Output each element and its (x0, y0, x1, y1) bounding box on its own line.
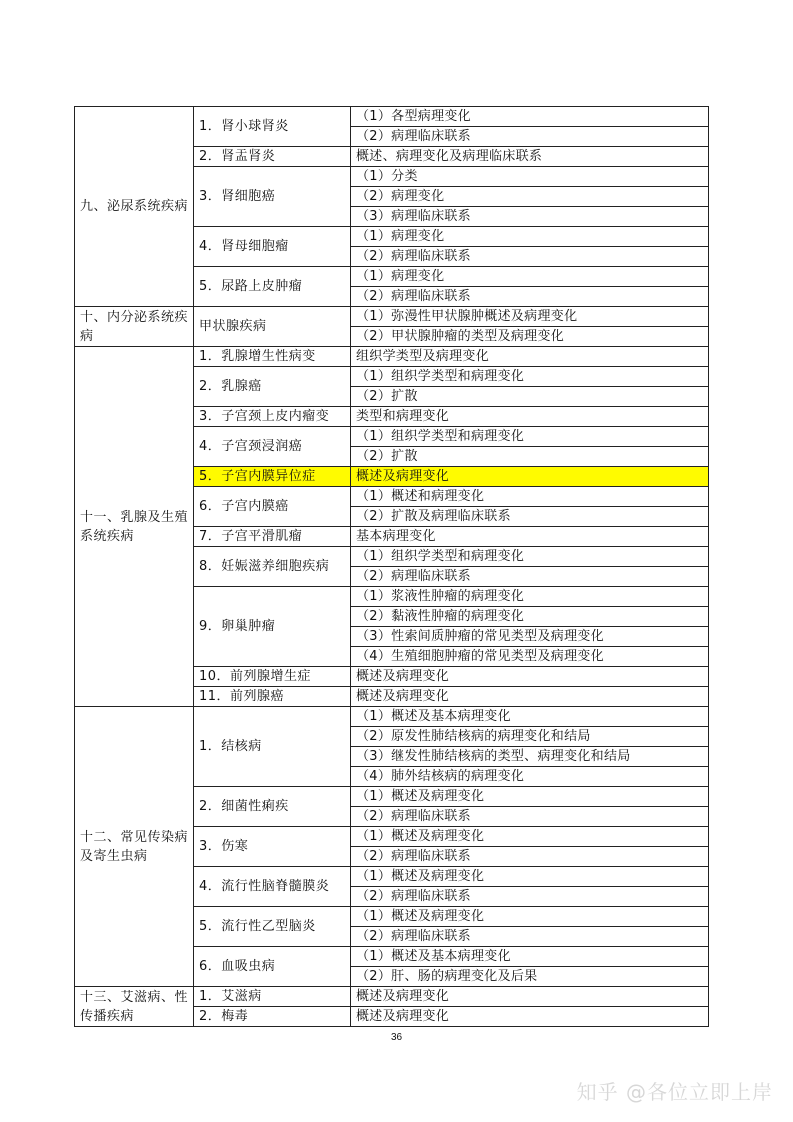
topic-cell: 1．艾滋病 (194, 987, 351, 1007)
requirement-cell: 概述及病理变化 (351, 987, 709, 1007)
requirement-cell: （2）病理临床联系 (351, 807, 709, 827)
requirement-cell: （2）病理变化 (351, 187, 709, 207)
requirement-cell: （2）肝、肠的病理变化及后果 (351, 967, 709, 987)
table-row (75, 107, 709, 127)
topic-cell: 3．子宫颈上皮内瘤变 (194, 407, 351, 427)
category-cell: 十三、艾滋病、性传播疾病 (75, 987, 194, 1027)
requirement-cell: （2）病理临床联系 (351, 927, 709, 947)
topic-cell: 2．乳腺癌 (194, 367, 351, 407)
topic-cell: 3．肾细胞癌 (194, 167, 351, 227)
requirement-cell: （2）病理临床联系 (351, 567, 709, 587)
syllabus-table-body (75, 107, 709, 1027)
requirement-cell: （4）生殖细胞肿瘤的常见类型及病理变化 (351, 647, 709, 667)
topic-cell: 1．乳腺增生性病变 (194, 347, 351, 367)
table-row (75, 707, 709, 727)
topic-cell: 4．子宫颈浸润癌 (194, 427, 351, 467)
requirement-cell: 概述及病理变化 (351, 1007, 709, 1027)
requirement-cell: （1）组织学类型和病理变化 (351, 547, 709, 567)
requirement-cell: （1）浆液性肿瘤的病理变化 (351, 587, 709, 607)
topic-cell: 甲状腺疾病 (194, 307, 351, 347)
topic-cell: 4．流行性脑脊髓膜炎 (194, 867, 351, 907)
requirement-cell: （2）扩散 (351, 447, 709, 467)
requirement-cell: 概述、病理变化及病理临床联系 (351, 147, 709, 167)
category-cell: 十二、常见传染病及寄生虫病 (75, 707, 194, 987)
requirement-cell: （1）组织学类型和病理变化 (351, 367, 709, 387)
topic-cell: 9．卵巢肿瘤 (194, 587, 351, 667)
requirement-cell: （1）组织学类型和病理变化 (351, 427, 709, 447)
requirement-cell: （3）性索间质肿瘤的常见类型及病理变化 (351, 627, 709, 647)
category-cell: 十一、乳腺及生殖系统疾病 (75, 347, 194, 707)
requirement-cell: （1）各型病理变化 (351, 107, 709, 127)
topic-cell: 1．肾小球肾炎 (194, 107, 351, 147)
topic-cell: 2．肾盂肾炎 (194, 147, 351, 167)
requirement-cell: （1）概述及病理变化 (351, 827, 709, 847)
requirement-cell: （1）概述及病理变化 (351, 907, 709, 927)
requirement-cell: （1）概述及病理变化 (351, 867, 709, 887)
requirement-cell: （1）病理变化 (351, 267, 709, 287)
watermark: 知乎 @各位立即上岸 (576, 1080, 773, 1104)
requirement-cell: （1）病理变化 (351, 227, 709, 247)
category-cell: 十、内分泌系统疾病 (75, 307, 194, 347)
table-row (75, 987, 709, 1007)
requirement-cell: 概述及病理变化 (351, 667, 709, 687)
topic-cell: 11．前列腺癌 (194, 687, 351, 707)
requirement-cell: （3）病理临床联系 (351, 207, 709, 227)
table-row (75, 307, 709, 327)
topic-cell: 5．流行性乙型脑炎 (194, 907, 351, 947)
requirement-cell: （1）概述及基本病理变化 (351, 947, 709, 967)
requirement-cell: （1）概述及基本病理变化 (351, 707, 709, 727)
topic-cell: 5．子宫内膜异位症 (194, 467, 351, 487)
requirement-cell: （2）病理临床联系 (351, 287, 709, 307)
requirement-cell: （2）扩散及病理临床联系 (351, 507, 709, 527)
topic-cell: 6．血吸虫病 (194, 947, 351, 987)
topic-cell: 6．子宫内膜癌 (194, 487, 351, 527)
requirement-cell: （1）弥漫性甲状腺肿概述及病理变化 (351, 307, 709, 327)
topic-cell: 2．梅毒 (194, 1007, 351, 1027)
topic-cell: 2．细菌性痢疾 (194, 787, 351, 827)
requirement-cell: （1）分类 (351, 167, 709, 187)
requirement-cell: （2）黏液性肿瘤的病理变化 (351, 607, 709, 627)
topic-cell: 8．妊娠滋养细胞疾病 (194, 547, 351, 587)
page-number: 36 (390, 1032, 403, 1043)
category-cell: 九、泌尿系统疾病 (75, 107, 194, 307)
requirement-cell: （4）肺外结核病的病理变化 (351, 767, 709, 787)
requirement-cell: （2）扩散 (351, 387, 709, 407)
requirement-cell: 组织学类型及病理变化 (351, 347, 709, 367)
requirement-cell: （2）病理临床联系 (351, 127, 709, 147)
requirement-cell: （2）原发性肺结核病的病理变化和结局 (351, 727, 709, 747)
requirement-cell: （1）概述和病理变化 (351, 487, 709, 507)
requirement-cell: （1）概述及病理变化 (351, 787, 709, 807)
requirement-cell: 概述及病理变化 (351, 467, 709, 487)
requirement-cell: 基本病理变化 (351, 527, 709, 547)
requirement-cell: （2）甲状腺肿瘤的类型及病理变化 (351, 327, 709, 347)
requirement-cell: （2）病理临床联系 (351, 847, 709, 867)
topic-cell: 7．子宫平滑肌瘤 (194, 527, 351, 547)
topic-cell: 5．尿路上皮肿瘤 (194, 267, 351, 307)
requirement-cell: 类型和病理变化 (351, 407, 709, 427)
table-row (75, 347, 709, 367)
syllabus-table (74, 106, 709, 1027)
topic-cell: 3．伤寒 (194, 827, 351, 867)
topic-cell: 4．肾母细胞瘤 (194, 227, 351, 267)
topic-cell: 10．前列腺增生症 (194, 667, 351, 687)
requirement-cell: （2）病理临床联系 (351, 247, 709, 267)
requirement-cell: （2）病理临床联系 (351, 887, 709, 907)
requirement-cell: 概述及病理变化 (351, 687, 709, 707)
topic-cell: 1．结核病 (194, 707, 351, 787)
requirement-cell: （3）继发性肺结核病的类型、病理变化和结局 (351, 747, 709, 767)
